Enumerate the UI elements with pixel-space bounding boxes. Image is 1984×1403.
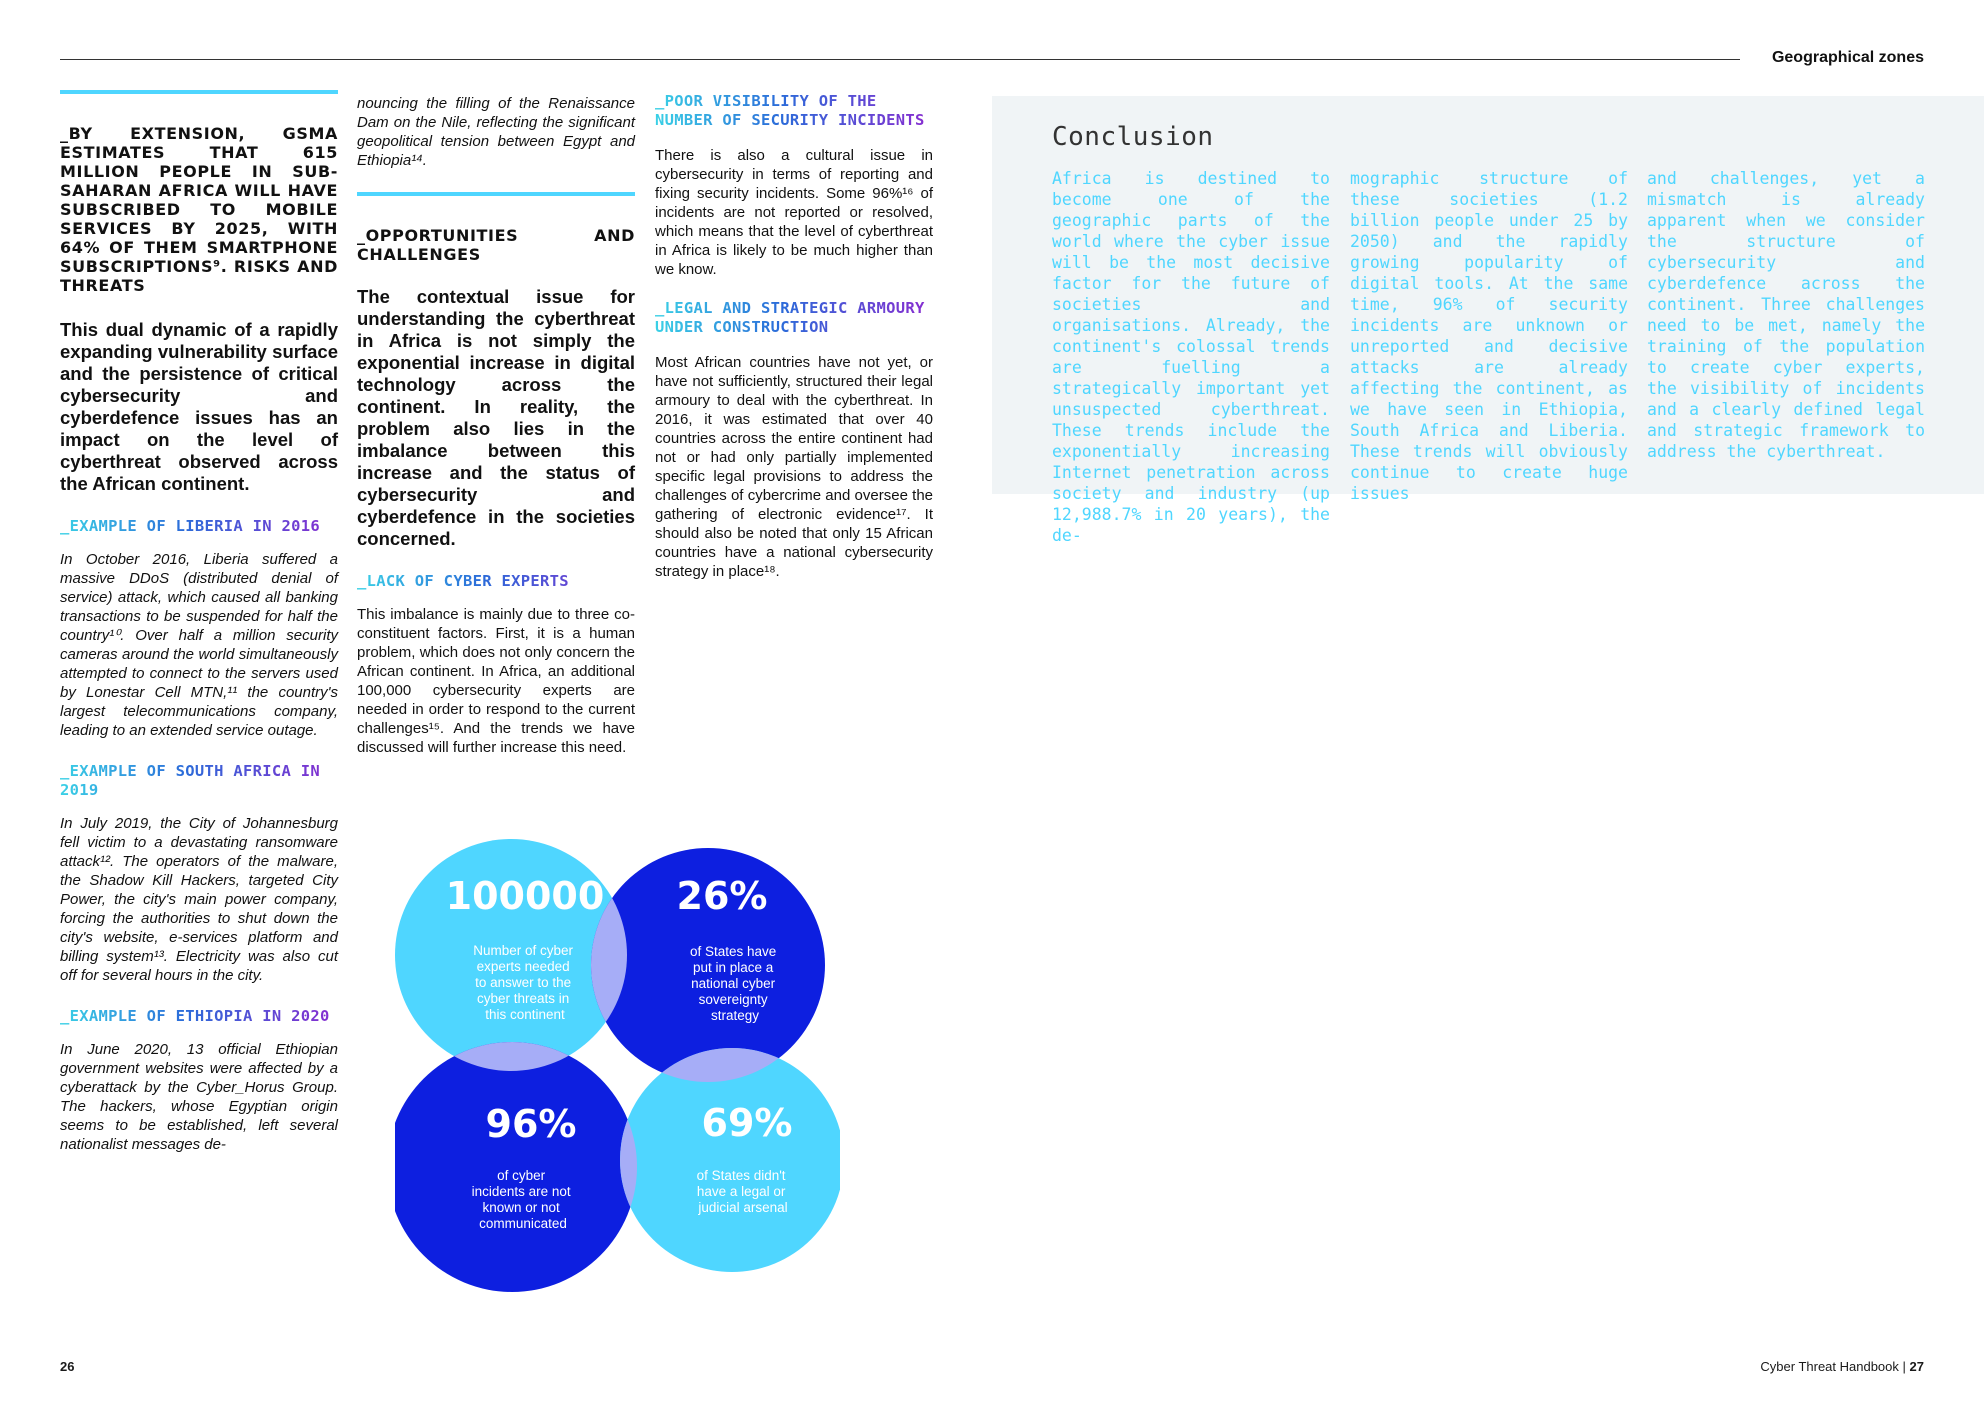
book-title: Cyber Threat Handbook xyxy=(1760,1359,1899,1374)
body-liberia: In October 2016, Liberia suffered a massive DDoS (distributed denial of service) attack, which caused all banking transactions to be suspended for half the country¹⁰. Over half a million security cameras around the world simultaneously attempted to connect to the servers used by Lonestar Cell MTN,¹¹ the country's largest telecommunications company, leading to an extended service outage. xyxy=(60,551,338,739)
stat-value-experts: 100000 xyxy=(445,874,605,918)
stat-label-arsenal: of States didn't have a legal or judicial arsenal xyxy=(696,1168,788,1215)
header-rule xyxy=(60,59,1740,60)
accent-rule xyxy=(60,90,338,94)
conclusion-text-1: Africa is destined to become one of the geographic parts of the world where the cyber issue will be the most decisive factor for the future of societies and organisations. Already, the continent's colossal trends are fuelling a strategically important yet unsuspected cyberthreat. These trends include the exponentially increasing Internet penetration across society and industry (up 12,988.7% in 20 years), the de- xyxy=(1052,169,1330,545)
page-number-left: 26 xyxy=(60,1359,75,1374)
subheading-lack-of-experts: _LACK OF CYBER EXPERTS xyxy=(357,572,635,591)
footer-right xyxy=(1760,1359,1924,1374)
body-south-africa: In July 2019, the City of Johannesburg fell victim to a devastating ransomware attack¹². The operators of the malware, the Shadow Kill Hackers, targeted City Power, the city's main power company, forcing the authorities to shut down the city's website, e-services platform and billing system¹³. Electricity was also cut off for several hours in the city. xyxy=(60,815,338,984)
stat-circle-arsenal xyxy=(620,1048,840,1272)
subheading-south-africa: _EXAMPLE OF SOUTH AFRICA IN 2019 xyxy=(60,762,338,800)
conclusion-text-2: mographic structure of these societies (1.2 billion people under 25 by 2050) and the rapidly growing popularity of digital tools. At the same time, 96% of security incidents are unknown or unreported and decisive attacks are already affecting the continent, as we have seen in Ethiopia, South Africa and Liberia. These trends will obviously continue to create huge issues xyxy=(1350,169,1628,503)
section-title: Geographical zones xyxy=(1771,49,1924,66)
stats-infographic xyxy=(395,830,840,1300)
subheading-poor-visibility: _POOR VISIBILITY OF THE NUMBER OF SECURITY INCIDENTS xyxy=(655,92,933,130)
column-3 xyxy=(655,90,933,581)
page-number-right: 27 xyxy=(1909,1359,1924,1374)
subheading-ethiopia: _EXAMPLE OF ETHIOPIA IN 2020 xyxy=(60,1007,338,1026)
kicker-text: _BY EXTENSION, GSMA ESTIMATES THAT 615 MILLION PEOPLE IN SUB-SAHARAN AFRICA WILL HAVE SUBSCRIBED TO MOBILE SERVICES BY 2025, WITH 64% OF THEM SMARTPHONE SUBSCRIPTIONS⁹. RISKS AND THREATS xyxy=(60,124,338,295)
lead-paragraph: The contextual issue for understanding the cyberthreat in Africa is not simply the exponential increase in digital technology across the continent. In reality, the problem also lies in the imbalance between this increase and the status of cybersecurity and cyberdefence in the societies concerned. xyxy=(357,286,635,549)
body-ethiopia: In June 2020, 13 official Ethiopian government websites were affected by a cyberattack by the Cyber_Horus Group. The hackers, whose Egyptian origin seems to be established, left several nationalist messages de- xyxy=(60,1041,338,1153)
subheading-opportunities: _OPPORTUNITIES AND CHALLENGES xyxy=(357,226,635,264)
body-ethiopia-continued: nouncing the filling of the Renaissance Dam on the Nile, reflecting the significant geopolitical tension between Egypt and Ethiopia¹⁴. xyxy=(357,95,635,169)
lead-paragraph: This dual dynamic of a rapidly expanding vulnerability surface and the persistence of critical cybersecurity and cyberdefence issues has an impact on the level of cyberthreat observed across the African continent. xyxy=(60,319,338,494)
subheading-liberia: _EXAMPLE OF LIBERIA IN 2016 xyxy=(60,517,338,536)
body-legal: Most African countries have not yet, or have not sufficiently, structured their legal armoury to deal with the cyberthreat. In 2016, it was estimated that over 40 countries across the entire continent had not or had only partially implemented specific legal provisions to address the challenges of cybercrime and oversee the gathering of electronic evidence¹⁷. It should also be noted that only 15 African countries have a national cybersecurity strategy in place¹⁸. xyxy=(655,354,933,580)
stat-circle-incidents xyxy=(395,1042,637,1292)
column-1 xyxy=(60,90,338,1154)
stat-value-arsenal: 69% xyxy=(701,1101,793,1145)
stat-label-experts: Number of cyber experts needed to answer to the cyber threats in this continent xyxy=(473,943,574,1022)
body-lack-of-experts: This imbalance is mainly due to three co-constituent factors. First, it is a human problem, which does not only concern the African continent. In Africa, an additional 100,000 cybersecurity experts are needed in order to respond to the current challenges¹⁵. And the trends we have discussed will further increase this need. xyxy=(357,606,635,756)
body-poor-visibility: There is also a cultural issue in cybersecurity in terms of reporting and fixing security incidents. Some 96%¹⁶ of incidents are not reported or resolved, which means that the level of cyberthreat in Africa is likely to be much higher than we know. xyxy=(655,147,933,278)
stat-label-incidents: of cyber incidents are not known or not communicated xyxy=(471,1168,571,1231)
column-2 xyxy=(357,90,635,757)
conclusion-title: Conclusion xyxy=(1052,122,1214,152)
subheading-legal: _LEGAL AND STRATEGIC ARMOURY UNDER CONSTRUCTION xyxy=(655,299,933,337)
stat-label-strategy: of States have put in place a national cyber sovereignty strategy xyxy=(689,944,777,1023)
accent-rule xyxy=(357,192,635,196)
stat-value-strategy: 26% xyxy=(676,874,768,918)
footer-separator: | xyxy=(1902,1359,1910,1374)
stat-value-incidents: 96% xyxy=(485,1102,577,1146)
conclusion-text-3: and challenges, yet a mismatch is already apparent when we consider the structure of cybersecurity and cyberdefence across the continent. Three challenges need to be met, namely the training of the population to create cyber experts, the visibility of incidents and a clearly defined legal and strategic framework to address the cyberthreat. xyxy=(1647,169,1925,461)
